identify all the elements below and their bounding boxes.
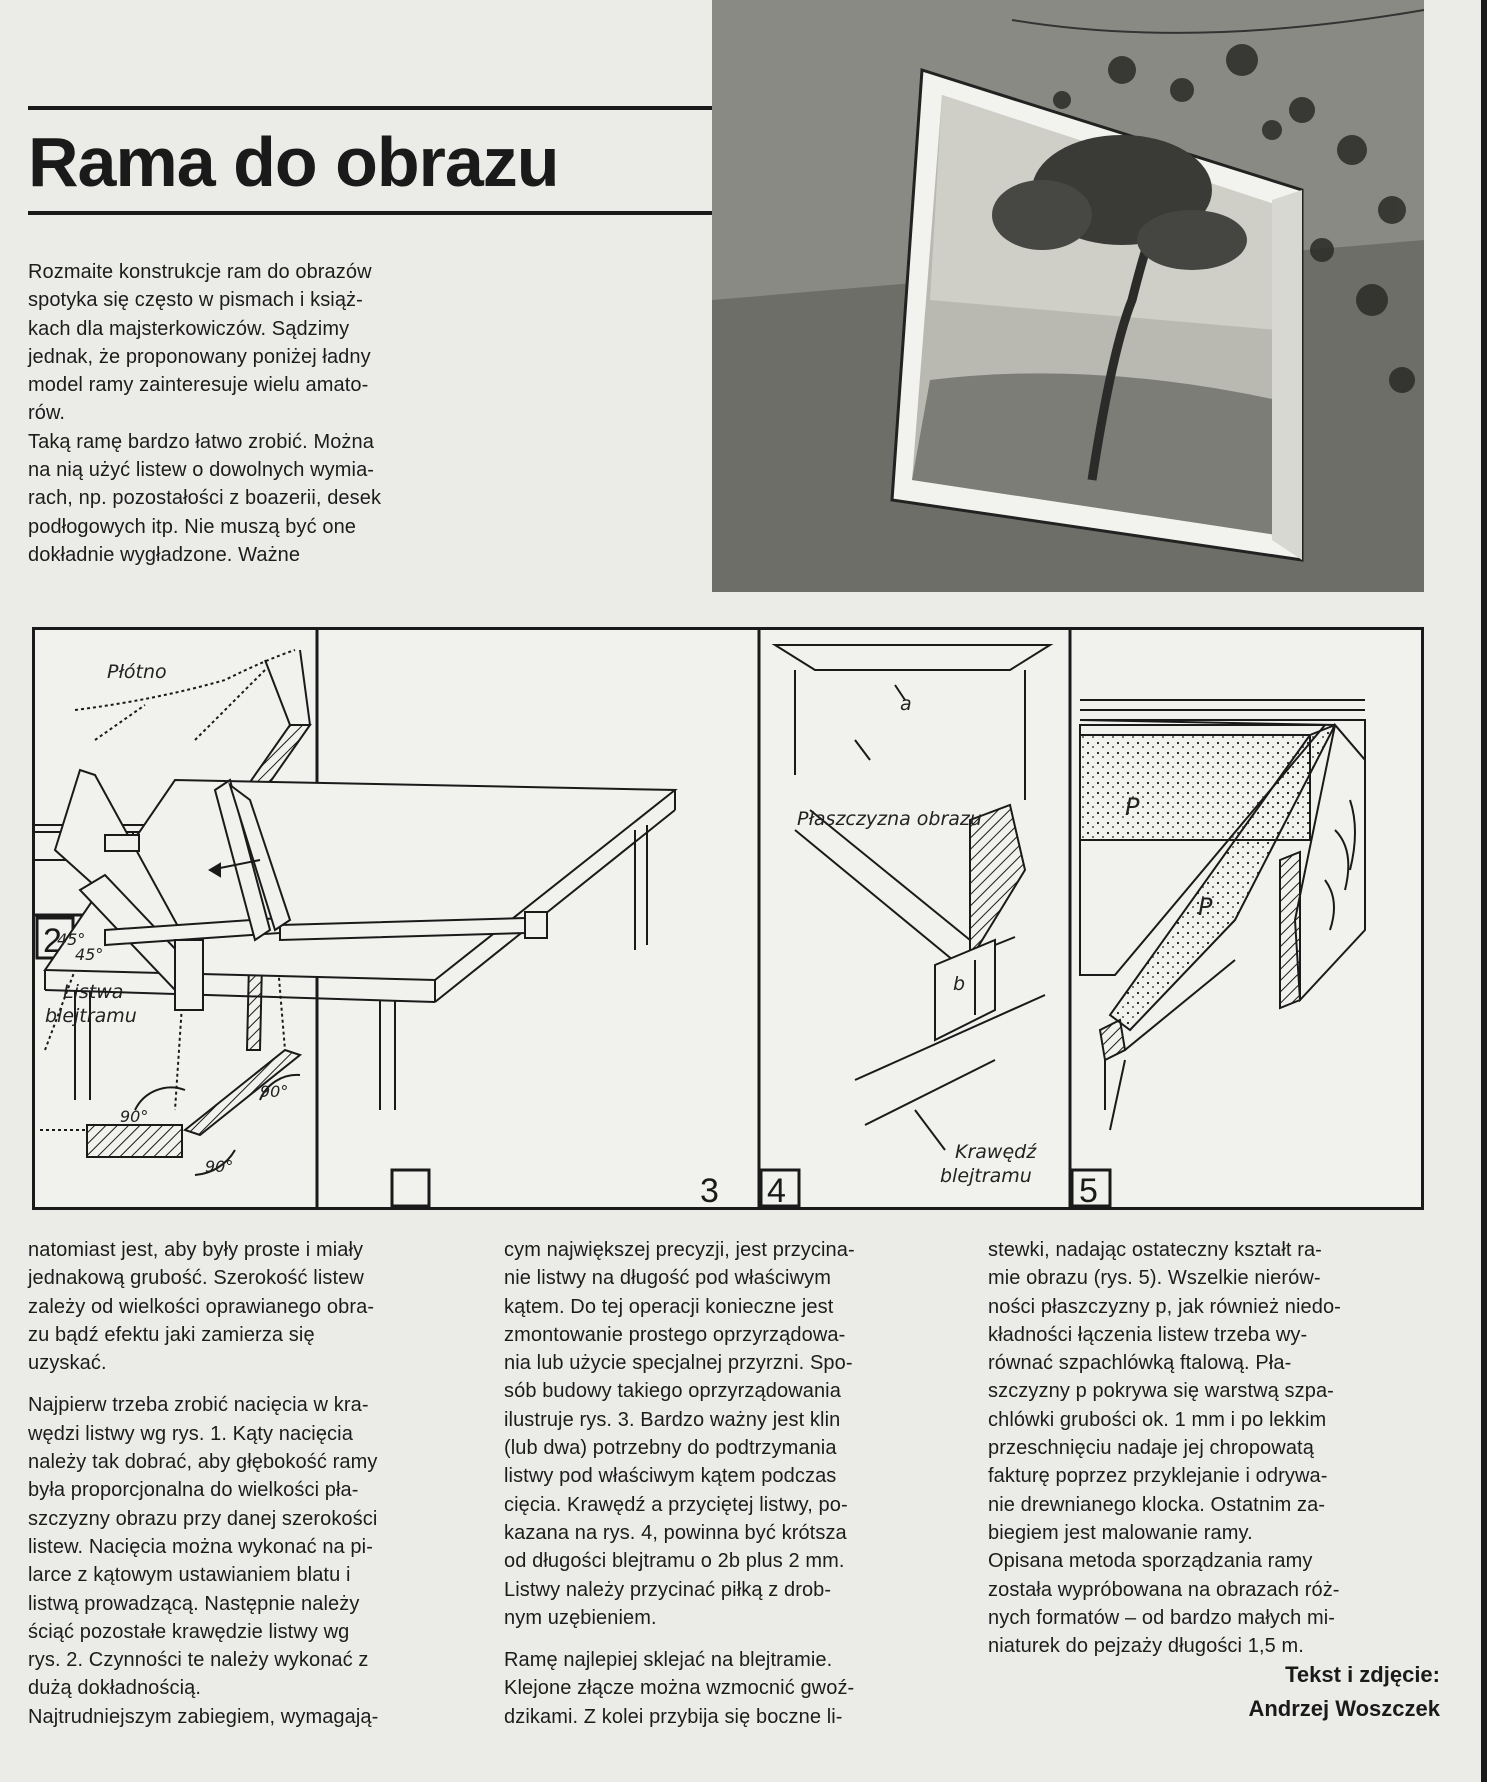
fig4-edge-label-line: Krawędź: [955, 1141, 1037, 1163]
fig1-canvas-label: Płótno: [107, 661, 167, 683]
column-paragraph: Najpierw trzeba zrobić nacięcia w kra- wędzi listwy wg rys. 1. Kąty nacięcia należy tak dobrać, aby głębokość ramy była proporcjonalna do wielkości pła- szczyzny obrazu przy danej szerokości listew. Nacięcia można wykonać na pi- larce z kątowym ustawianiem blatu i listwą prowadzącą. Następnie należy ściąć pozostałe krawędzie listwy wg rys. 2. Czynności te należy wykonać z dużą dokładnością.: [28, 1394, 378, 1700]
fig3-angle-a: 45°: [57, 930, 86, 949]
fig5-label-p1: P: [1125, 793, 1140, 821]
construction-figures: [35, 630, 1421, 1207]
fig4-label-b: b: [953, 973, 966, 995]
intro-paragraph: Taką ramę bardzo łatwo zrobić. Można na nią użyć listew o dowolnych wymia- rach, np. pozostałości z boazerii, desek podłogowych itp. Nie muszą być one dokładnie wygładzone. Ważne: [28, 430, 382, 566]
figure-4: [761, 645, 1050, 1206]
fig4-label-a: a: [900, 693, 912, 715]
fig2-strip-label-line: blejtramu: [45, 1005, 137, 1027]
intro-text: [28, 258, 498, 569]
fig5-number: 5: [1079, 1172, 1098, 1207]
framed-painting-photo: [712, 0, 1424, 592]
fig5-label-p2: P: [1198, 893, 1213, 921]
credit-label: Tekst i zdjęcie:: [1285, 1662, 1440, 1687]
fig4-plane-label: Płaszczyzna obrazu: [797, 808, 982, 830]
page-edge: [1481, 0, 1487, 1782]
intro-paragraph: Rozmaite konstrukcje ram do obrazów spotyka się często w pismach i książ- kach dla majsterkowiczów. Sądzimy jednak, że proponowany poniżej ładny model ramy zainteresuje wielu amato- rów.: [28, 261, 372, 425]
column-paragraph: stewki, nadając ostateczny kształt ra- mie obrazu (rys. 5). Wszelkie nierów- ności płaszczyzny p, jak również niedo- kładności łączenia listew trzeba wy- równać szpachlówką ftalową. Pła- szczyzny p pokrywa się warstwą szpa- chlówki grubości ok. 1 mm i po lekkim przeschnięciu nadaje jej chropowatą fakturę poprzez przyklejanie i odrywa- nie drewnianego klocka. Ostatnim za- biegiem jest malowanie ramy. Opisana metoda sporządzania ramy została wypróbowana na obrazach róż- nych formatów – od bardzo małych mi- niaturek do pejzaży długości 1,5 m.: [988, 1239, 1341, 1658]
fig4-number: 4: [767, 1172, 786, 1207]
fig4-edge-label-line: blejtramu: [940, 1165, 1032, 1187]
diagram-panel: [32, 627, 1424, 1210]
fig2-strip-label-line: Listwa: [63, 981, 124, 1003]
body-column-2: [504, 1236, 964, 1731]
fig2-angle-c: 90°: [260, 1082, 289, 1101]
fig2-angle-b: 90°: [205, 1157, 234, 1176]
column-paragraph: Ramę najlepiej sklejać na blejtramie. Klejone złącze można wzmocnić gwoź- dzikami. Z kolei przybija się boczne li-: [504, 1649, 855, 1728]
figure-5: [1072, 700, 1365, 1206]
fig2-number: 2: [43, 922, 62, 960]
fig4-edge-label: [940, 1141, 1042, 1187]
column-paragraph: Najtrudniejszym zabiegiem, wymagają-: [28, 1705, 379, 1728]
body-column-3: [988, 1236, 1448, 1660]
photo-illustration: [712, 0, 1424, 592]
title-rule-top: [28, 106, 713, 110]
body-column-1: [28, 1236, 488, 1731]
title-rule-bottom: [28, 211, 713, 215]
fig2-angle-a: 90°: [120, 1107, 149, 1126]
column-paragraph: cym największej precyzji, jest przycina- nie listwy na długość pod właściwym kątem. Do tej operacji konieczne jest zmontowanie prostego oprzyrządowa- nia lub użycie specjalnej przyrzni. Spo- sób budowy takiego oprzyrządowania ilustruje rys. 3. Bardzo ważny jest klin (lub dwa) potrzebny do podtrzymania listwy pod właściwym kątem podczas cięcia. Krawędź a przyciętej listwy, po- kazana na rys. 4, powinna być krótsza od długości blejtramu o 2b plus 2 mm. Listwy należy przycinać piłką z drob- nym uzębieniem.: [504, 1239, 855, 1629]
article-title: Rama do obrazu: [28, 123, 559, 201]
column-paragraph: natomiast jest, aby były proste i miały jednakową grubość. Szerokość listew zależy od wielkości oprawianego obra- zu bądź efektu jaki zamierza się uzyskać.: [28, 1239, 375, 1375]
fig3-number: 3: [700, 1172, 719, 1207]
credit-author: Andrzej Woszczek: [1248, 1696, 1440, 1721]
fig3-angle-b: 45°: [75, 945, 104, 964]
